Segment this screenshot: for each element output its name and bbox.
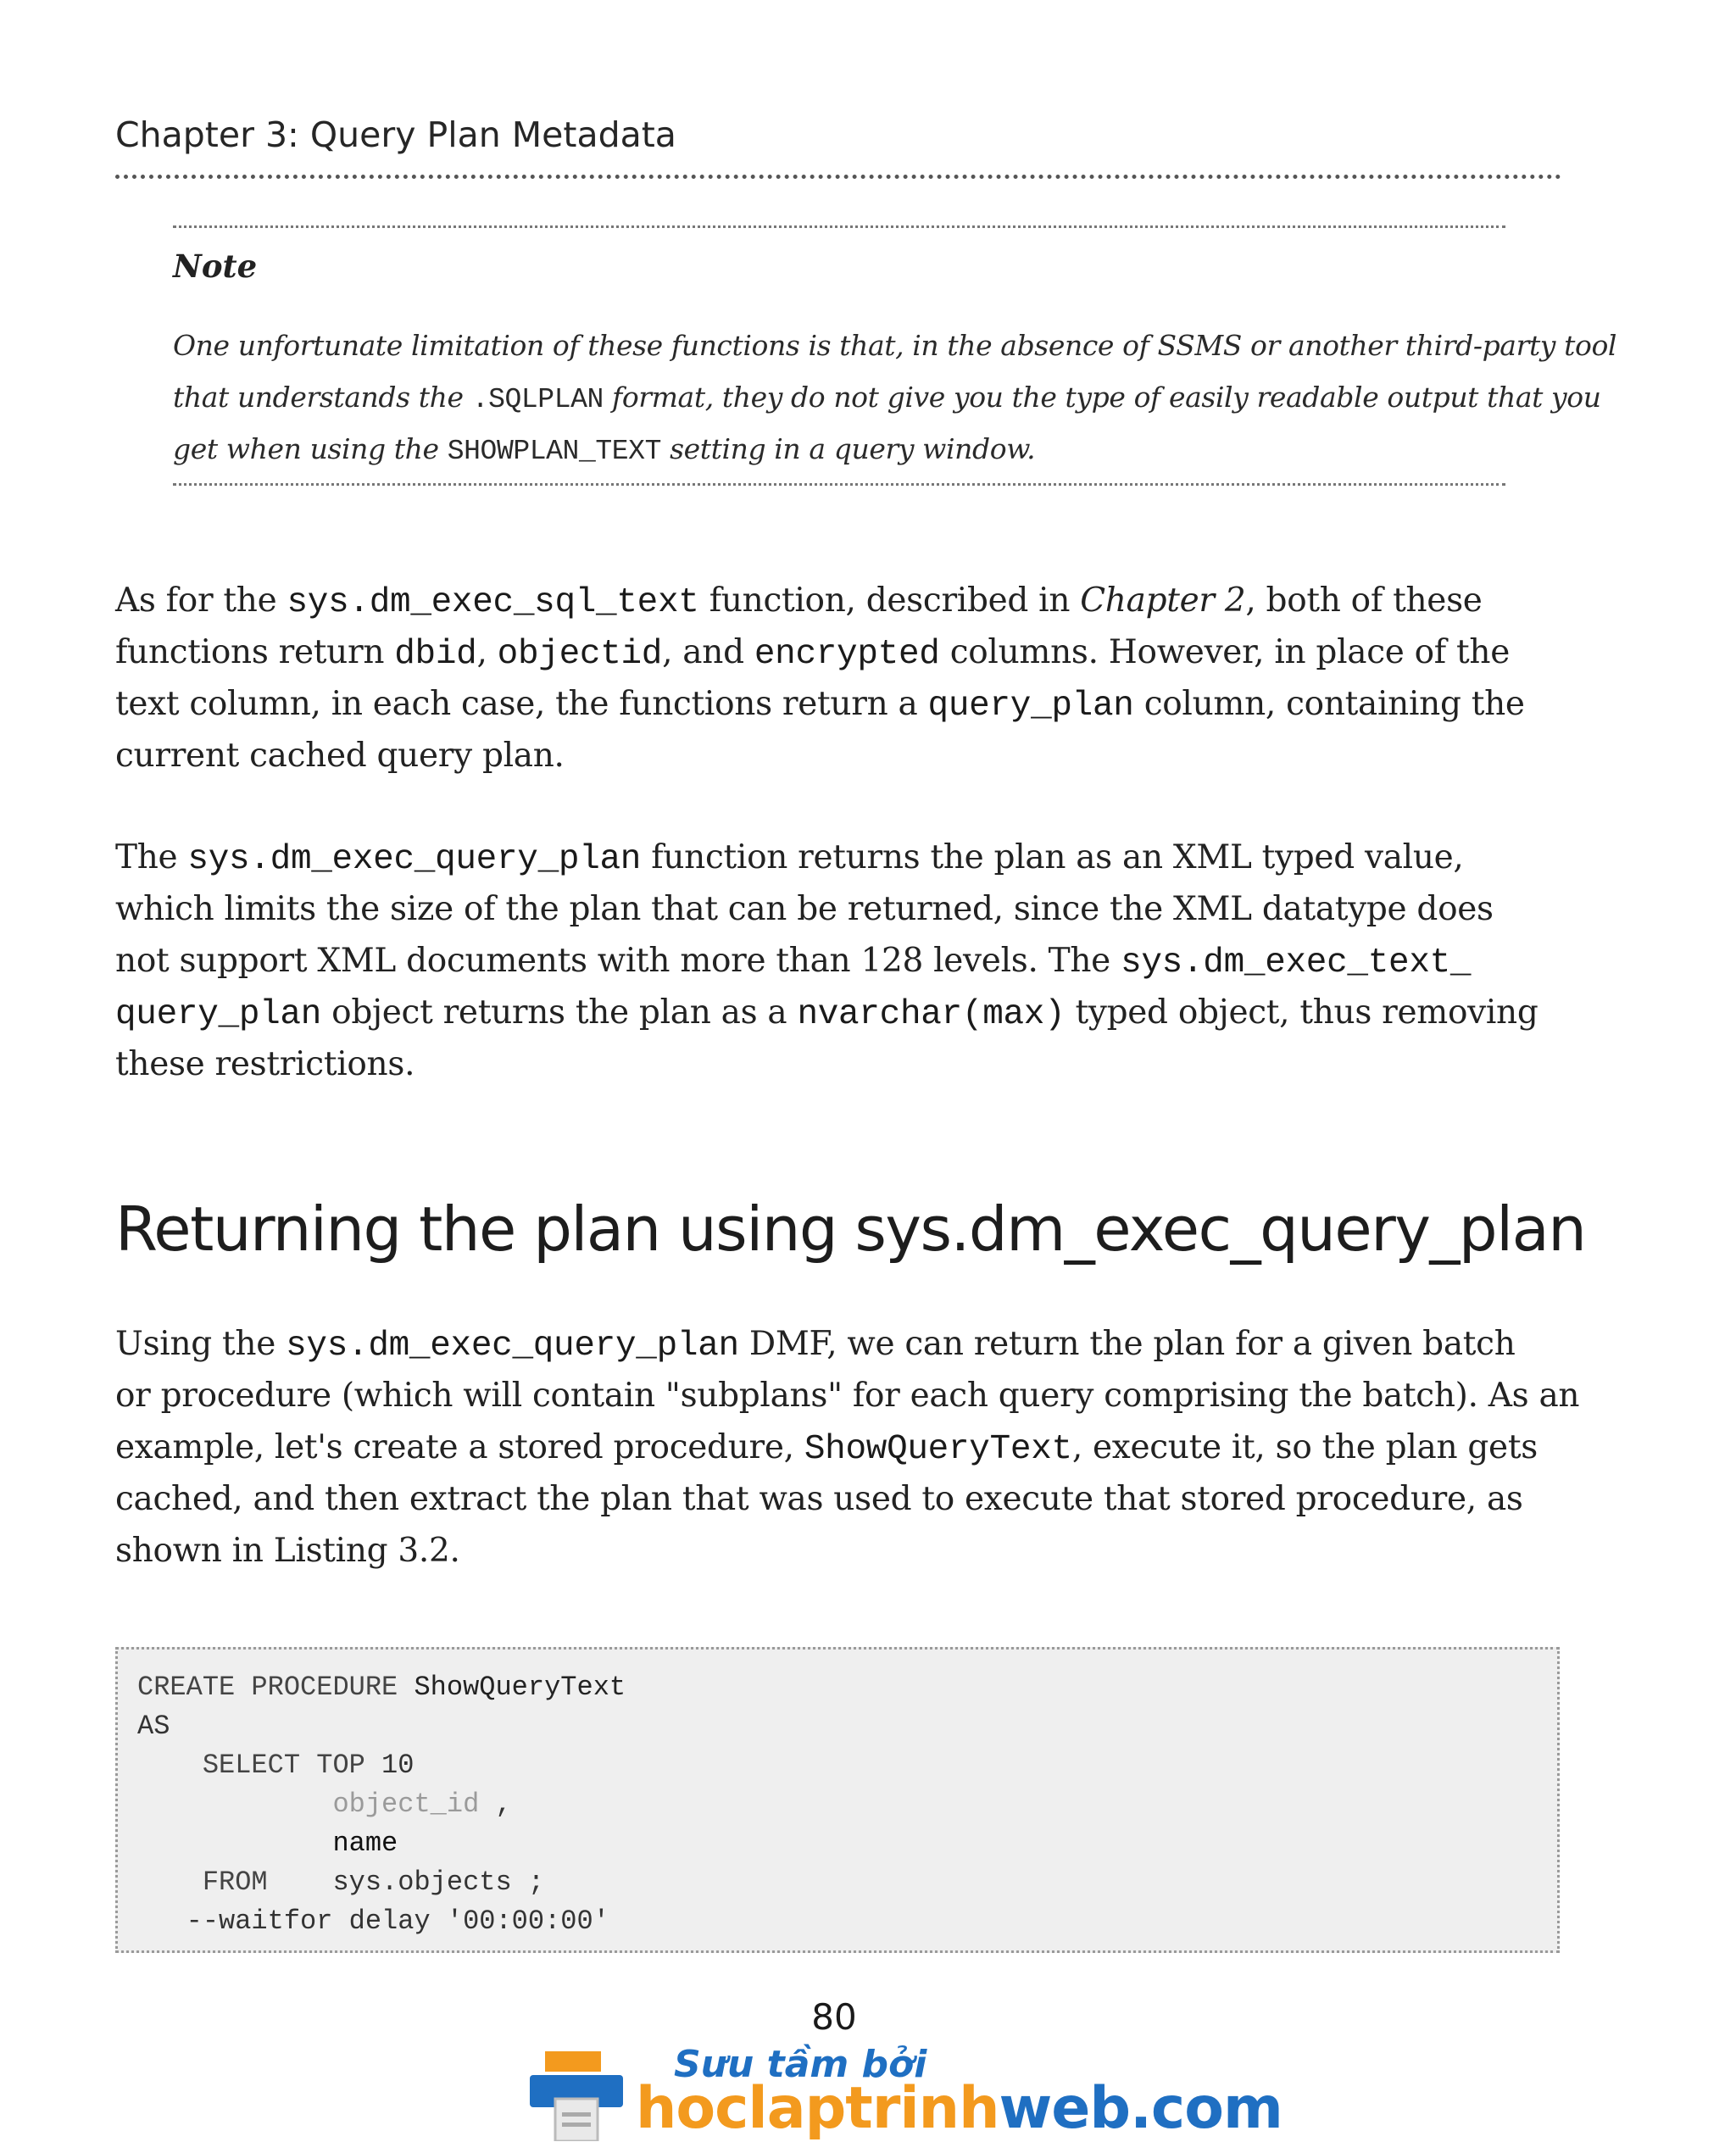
note-bottom-rule bbox=[173, 483, 1505, 486]
note-title: Note bbox=[173, 248, 258, 285]
page-number: 80 bbox=[811, 1996, 857, 2038]
code-line-3: SELECT TOP 10 bbox=[137, 1750, 415, 1781]
code-line-1: CREATE PROCEDURE ShowQueryText bbox=[137, 1672, 626, 1703]
para2-line-3: not support XML documents with more than 128 levels. The sys.dm_exec_text_ bbox=[115, 942, 1472, 982]
code-sqlplan: .SQLPLAN bbox=[471, 384, 604, 415]
code-line-5: name bbox=[332, 1828, 398, 1859]
code-line-6: FROM sys.objects ; bbox=[137, 1867, 545, 1898]
code-line-7: --waitfor delay '00:00:00' bbox=[137, 1906, 609, 1937]
para3-line-3: example, let's create a stored procedure, ShowQueryText, execute it, so the plan gets bbox=[115, 1428, 1538, 1469]
code-line-4: object_id , bbox=[332, 1789, 512, 1820]
header-rule bbox=[115, 175, 1561, 179]
section-title: Returning the plan using sys.dm_exec_query_plan bbox=[115, 1193, 1586, 1265]
note-top-rule bbox=[173, 225, 1505, 228]
note-line-2: that understands the .SQLPLAN format, they do not give you the type of easily readable output that you bbox=[173, 381, 1601, 415]
para2-line-5: these restrictions. bbox=[115, 1045, 415, 1083]
chapter-header: Chapter 3: Query Plan Metadata bbox=[115, 114, 676, 155]
para3-line-1: Using the sys.dm_exec_query_plan DMF, we can return the plan for a given batch bbox=[115, 1325, 1516, 1366]
para2-line-2: which limits the size of the plan that can be returned, since the XML datatype does bbox=[115, 890, 1494, 928]
logo-tagline: Sưu tầm bởi bbox=[674, 2043, 927, 2086]
logo-site-name: hoclaptrinhweb.com bbox=[636, 2075, 1283, 2142]
para1-line-4: current cached query plan. bbox=[115, 737, 565, 775]
para3-line-5: shown in Listing 3.2. bbox=[115, 1532, 460, 1570]
para2-line-1: The sys.dm_exec_query_plan function returns the plan as an XML typed value, bbox=[115, 838, 1464, 879]
para1-line-3: text column, in each case, the functions return a query_plan column, containing the bbox=[115, 685, 1525, 726]
note-line-1: One unfortunate limitation of these functions is that, in the absence of SSMS or another third-party tool bbox=[173, 329, 1617, 362]
code-showplan-text: SHOWPLAN_TEXT bbox=[447, 436, 661, 467]
para1-line-2: functions return dbid, objectid, and encrypted columns. However, in place of the bbox=[115, 633, 1511, 674]
para3-line-2: or procedure (which will contain "subplans" for each query comprising the batch). As an bbox=[115, 1377, 1580, 1415]
note-line-3: get when using the SHOWPLAN_TEXT setting in a query window. bbox=[173, 432, 1036, 467]
para1-line-1: As for the sys.dm_exec_sql_text function, described in Chapter 2, both of these bbox=[115, 581, 1483, 622]
para2-line-4: query_plan object returns the plan as a nvarchar(max) typed object, thus removing bbox=[115, 993, 1538, 1034]
logo-printer-icon bbox=[530, 2051, 623, 2141]
para3-line-4: cached, and then extract the plan that was used to execute that stored procedure, as bbox=[115, 1480, 1523, 1518]
code-line-2: AS bbox=[137, 1711, 170, 1742]
